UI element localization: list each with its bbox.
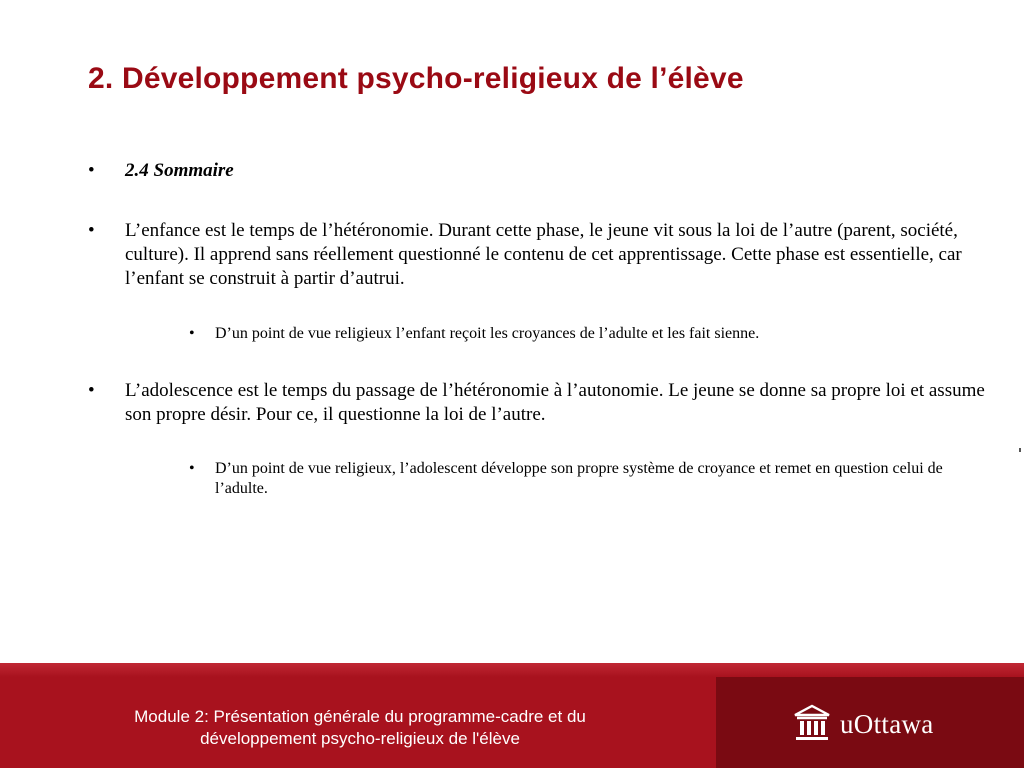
sub-bullet-text: D’un point de vue religieux, l’adolescent développe son propre système de croyance et remet en question celui de l’adulte.: [215, 460, 943, 497]
bullet-marker: •: [88, 160, 95, 181]
footer-caption-line2: développement psycho-religieux de l'élève: [200, 729, 520, 748]
logo-wordmark: uOttawa: [840, 708, 934, 739]
slide-title: 2. Développement psycho-religieux de l’élève: [88, 62, 744, 95]
bullet-text: L’adolescence est le temps du passage de l’hétéronomie à l’autonomie. Le jeune se donne sa propre loi et assume son propre désir. Pour ce, il questionne la loi de l’autre.: [125, 380, 985, 425]
sub-bullet-text: D’un point de vue religieux l’enfant reçoit les croyances de l’adulte et les fait sienne.: [215, 325, 760, 342]
section-heading: 2.4 Sommaire: [125, 160, 234, 181]
building-icon: [792, 702, 832, 747]
bullet-item: [88, 379, 985, 427]
edge-mark: [1019, 448, 1021, 452]
footer-caption: [60, 706, 660, 750]
sub-bullet-item: [189, 459, 995, 499]
bullet-marker: •: [189, 460, 195, 477]
bullet-marker: •: [88, 380, 95, 401]
bullet-marker: •: [88, 220, 95, 241]
sub-bullet-item: [189, 324, 995, 344]
footer-top-band: [0, 663, 1024, 677]
bullet-item: [88, 219, 985, 291]
bullet-text: L’enfance est le temps de l’hétéronomie. Durant cette phase, le jeune vit sous la loi de l’autre (parent, société, culture). Il apprend sans réellement questionné le contenu de cet apprentissage. Cette phase est essentielle, car l’enfant se construit à partir d’autrui.: [125, 220, 962, 289]
uottawa-logo: [792, 703, 934, 745]
bullet-item: [88, 159, 985, 183]
bullet-marker: •: [189, 325, 195, 342]
footer-caption-line1: Module 2: Présentation générale du programme-cadre et du: [134, 707, 586, 726]
